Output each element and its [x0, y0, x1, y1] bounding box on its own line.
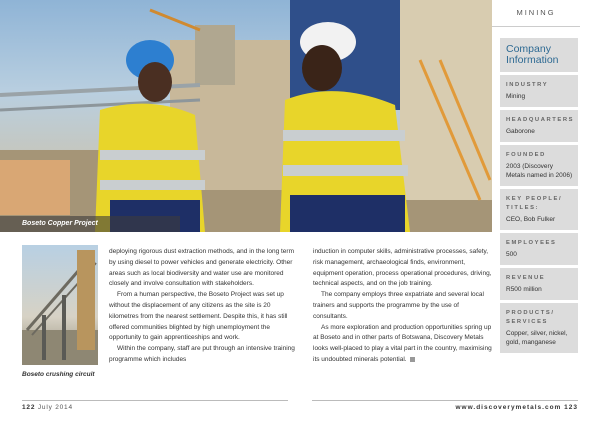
- info-industry: [500, 75, 578, 107]
- info-revenue: [500, 268, 578, 300]
- info-value: R500 million: [506, 286, 542, 293]
- body-column-2: [313, 247, 493, 366]
- info-employees: [500, 233, 578, 265]
- footer-left: [22, 404, 73, 411]
- info-label: REVENUE: [506, 275, 546, 281]
- info-value: CEO, Bob Fulker: [506, 216, 556, 223]
- website-link[interactable]: www.discoverymetals.com: [455, 404, 562, 411]
- info-label: FOUNDED: [506, 152, 546, 158]
- info-value: 2003 (Discovery Metals named in 2006): [506, 163, 573, 179]
- hero-photo: [0, 0, 492, 232]
- info-value: Gaborone: [506, 128, 535, 135]
- page-number-right: 123: [564, 404, 578, 411]
- info-label: EMPLOYEES: [506, 240, 557, 246]
- inset-illustration: [22, 245, 98, 365]
- paragraph: [313, 323, 493, 366]
- info-founded: [500, 145, 578, 186]
- end-mark-icon: [410, 357, 415, 362]
- info-label: INDUSTRY: [506, 82, 549, 88]
- info-label: HEADQUARTERS: [506, 117, 575, 123]
- hero-illustration: [0, 0, 492, 232]
- issue-date: July 2014: [37, 404, 73, 411]
- paragraph-text: As more exploration and production opportunities spring up at Boseto and in other parts of Botswana, Discovery Metals looks well-placed to play a vital part in the country, maximising its undoubted minerals potential.: [313, 323, 492, 363]
- paragraph: induction in computer skills, administrative processes, safety, risk management, archaeological finds, environment, equipment operation, process operational procedures, driving, technical aspects, and on the job training.: [313, 248, 492, 288]
- footer-right: [455, 404, 578, 411]
- info-value: Copper, silver, nickel, gold, manganese: [506, 330, 568, 346]
- info-products: [500, 303, 578, 353]
- sidebar-title: Company Information: [500, 38, 578, 72]
- company-info-sidebar: [500, 38, 578, 356]
- section-label: MINING: [516, 8, 556, 17]
- info-key-people: [500, 189, 578, 230]
- paragraph: deploying rigorous dust extraction methods, and in the long term by using diesel to power vehicles and generate electricity. Other areas such as local biodiversity and water use are monitored closely and involve consultation with stakeholders.: [109, 248, 294, 288]
- body-column-1: [109, 247, 297, 366]
- paragraph: From a human perspective, the Boseto Project was set up without the displacement of any citizens as the site is 20 kilometres from the nearest settlement. Despite this, it has still offered communities blighted by high unemployment the opportunity to gain apprenticeships and work.: [109, 291, 288, 342]
- info-value: Mining: [506, 93, 526, 100]
- info-headquarters: [500, 110, 578, 142]
- inset-caption: Boseto crushing circuit: [22, 371, 95, 378]
- footer-divider-right: [312, 400, 578, 401]
- section-divider: [492, 26, 580, 27]
- info-label: KEY PEOPLE/ TITLES:: [506, 196, 563, 211]
- hero-caption: Boseto Copper Project: [0, 216, 180, 232]
- paragraph: The company employs three expatriate and several local trainers and supports the programme by the use of consultants.: [313, 291, 484, 320]
- info-label: PRODUCTS/ SERVICES: [506, 310, 555, 325]
- footer-divider-left: [22, 400, 288, 401]
- info-value: 500: [506, 251, 517, 258]
- page-number-left: 122: [22, 404, 36, 411]
- inset-photo: [22, 245, 98, 365]
- paragraph: Within the company, staff are put through an intensive training programme which includes: [109, 345, 295, 363]
